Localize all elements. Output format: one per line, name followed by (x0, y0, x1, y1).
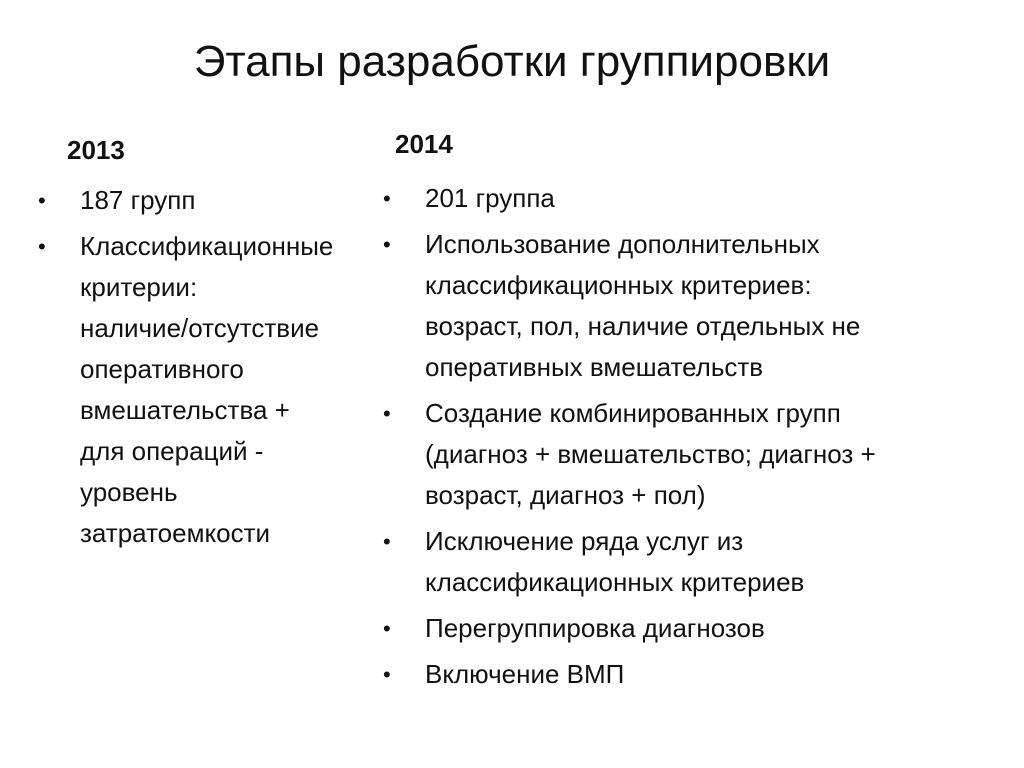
list-item-text: Классификационные критерии: наличие/отсутствие оперативного вмешательства + для операций - уровень затратоемкости (80, 231, 334, 548)
list-item-text: Включение ВМП (425, 659, 625, 689)
bullet-icon: • (383, 186, 391, 211)
list-item (383, 654, 993, 695)
list-item-text: Исключение ряда услуг из классификационных критериев (425, 526, 805, 597)
list-item-text: Перегруппировка диагнозов (425, 613, 765, 643)
column-heading-2014: 2014 (395, 129, 453, 159)
list-item (383, 178, 993, 219)
slide-title: Этапы разработки группировки (193, 37, 831, 86)
bullet-icon: • (383, 616, 391, 641)
bullet-icon: • (38, 188, 46, 213)
list-item-text: 187 групп (80, 185, 196, 215)
list-item (383, 521, 993, 603)
bullet-list-2013 (38, 180, 383, 559)
list-item-text: Использование дополнительных классификационных критериев: возраст, пол, наличие отдельных не оперативных вмешательств (425, 229, 861, 382)
list-item (38, 226, 383, 554)
list-item-text: Создание комбинированных групп (диагноз + вмешательство; диагноз + возраст, диагноз + пол) (425, 398, 876, 510)
list-item (383, 608, 993, 649)
bullet-icon: • (383, 662, 391, 687)
list-item (383, 224, 993, 388)
bullet-icon: • (383, 529, 391, 554)
list-item (383, 393, 993, 516)
list-item (38, 180, 383, 221)
bullet-list-2014 (383, 178, 993, 700)
column-heading-2013: 2013 (67, 135, 125, 165)
list-item-text: 201 группа (425, 183, 555, 213)
bullet-icon: • (38, 234, 46, 259)
bullet-icon: • (383, 232, 391, 257)
bullet-icon: • (383, 401, 391, 426)
